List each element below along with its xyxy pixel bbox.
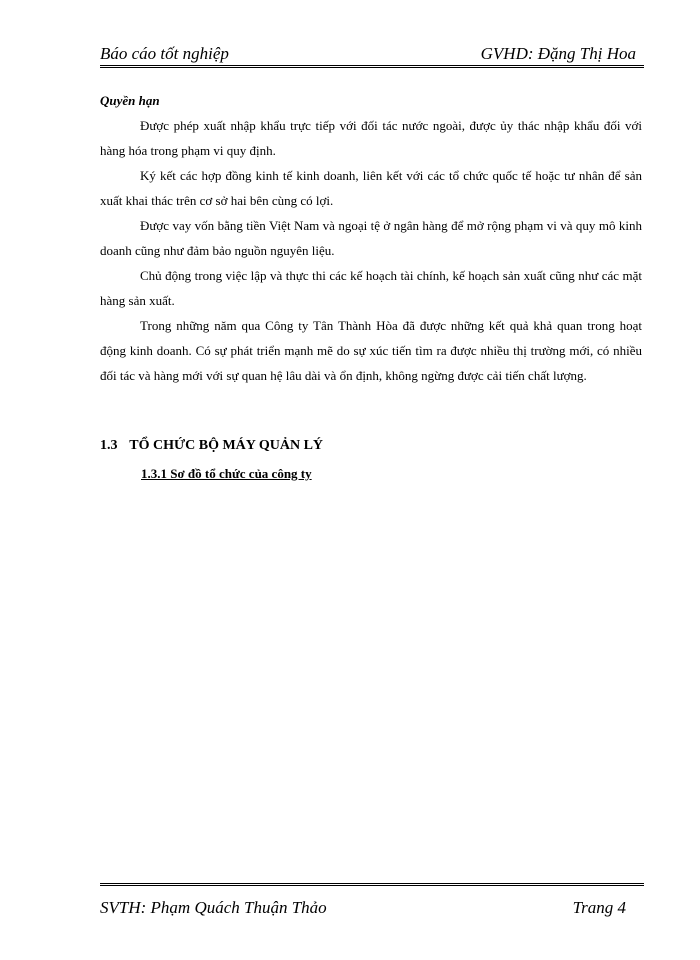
paragraph: Chủ động trong việc lập và thực thi các kế hoạch tài chính, kế hoạch sản xuất cũng như các mặt hàng sản xuất. xyxy=(100,268,642,308)
header-divider xyxy=(100,65,644,68)
section-heading xyxy=(100,438,323,454)
paragraph: Được vay vốn bằng tiền Việt Nam và ngoại tệ ở ngân hàng để mở rộng phạm vi và quy mô kinh doanh cũng như đảm bảo nguồn nguyên liệu. xyxy=(100,218,642,258)
section-title: TỔ CHỨC BỘ MÁY QUẢN LÝ xyxy=(129,438,324,453)
subsection-heading: 1.3.1 Sơ đồ tổ chức của công ty xyxy=(141,466,312,481)
footer-divider xyxy=(100,883,644,886)
section-number: 1.3 xyxy=(100,438,118,453)
page-header xyxy=(100,44,644,66)
footer-student: SVTH: Phạm Quách Thuận Thảo xyxy=(100,898,327,917)
document-body xyxy=(100,88,642,388)
paragraph: Ký kết các hợp đồng kinh tế kinh doanh, liên kết với các tổ chức quốc tế hoặc tư nhân để sản xuất khai thác trên cơ sở hai bên cùng có lợi. xyxy=(100,168,642,208)
header-report-title: Báo cáo tốt nghiệp xyxy=(100,44,229,63)
paragraph: Được phép xuất nhập khẩu trực tiếp với đối tác nước ngoài, được ủy thác nhập khẩu đối với hàng hóa trong phạm vi quy định. xyxy=(100,118,642,158)
rights-subheading: Quyền hạn xyxy=(100,93,160,108)
page-footer xyxy=(100,898,644,920)
page-number: Trang 4 xyxy=(572,898,626,917)
header-advisor: GVHD: Đặng Thị Hoa xyxy=(480,44,636,63)
paragraph: Trong những năm qua Công ty Tân Thành Hòa đã được những kết quả khả quan trong hoạt động kinh doanh. Có sự phát triển mạnh mẽ do sự xúc tiến tìm ra được nhiều thị trường mới, có nhiều đối tác và hàng mới với sự quan hệ lâu dài và ổn định, không ngừng được cải tiến chất lượng. xyxy=(100,318,642,383)
